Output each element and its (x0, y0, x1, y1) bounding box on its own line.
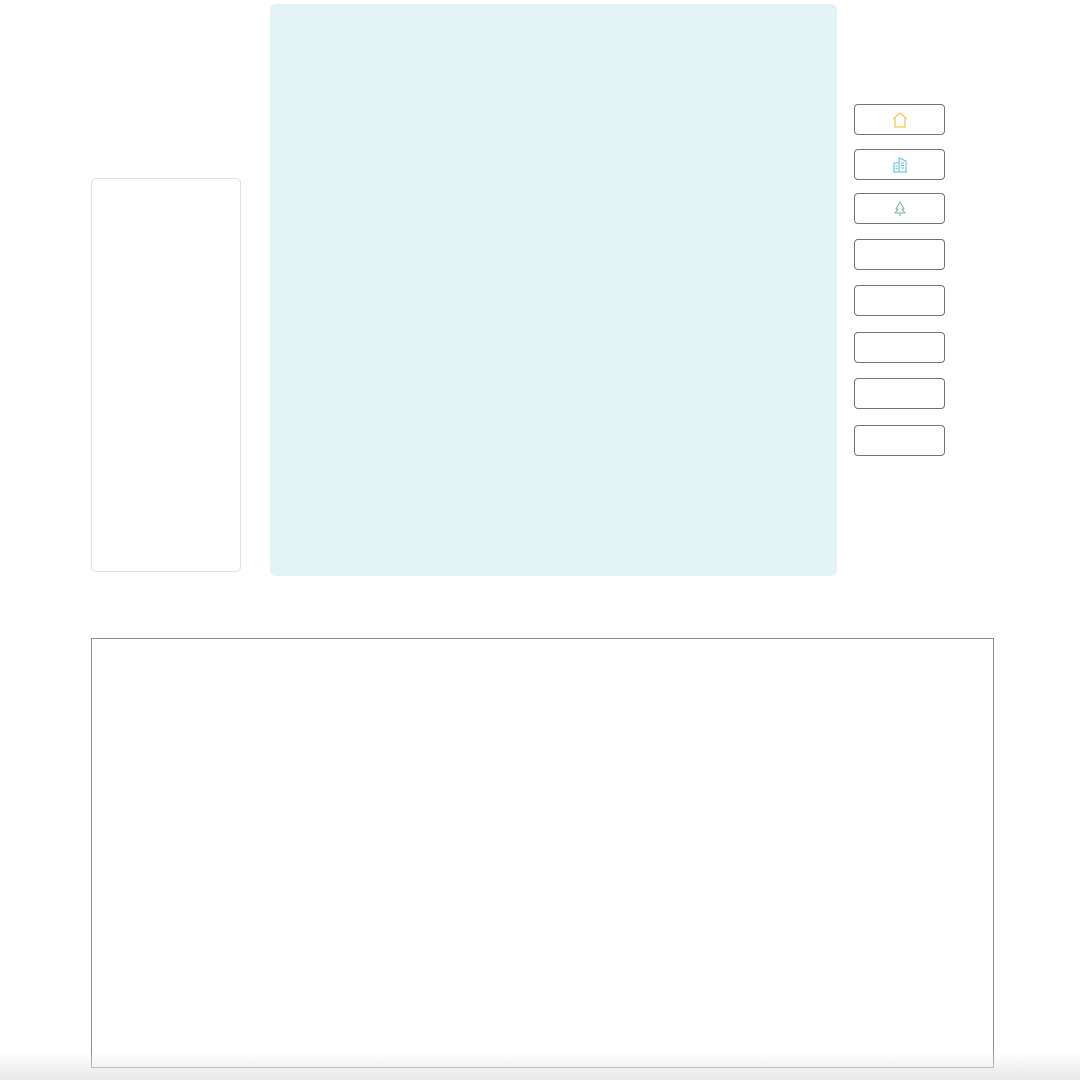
residence-tool-button[interactable] (854, 104, 945, 135)
city-stats-card (91, 178, 241, 572)
tree-icon (891, 200, 909, 218)
chart-svg (92, 639, 993, 1067)
commercial-tool-button[interactable] (854, 149, 945, 180)
park-tool-button[interactable] (854, 193, 945, 224)
grid-panel (270, 4, 837, 576)
stat-avg-carbon (106, 215, 226, 236)
bottom-fade (0, 1052, 1080, 1080)
carbon-chart (91, 638, 994, 1068)
stat-best-carbon (106, 319, 226, 340)
set-target-button[interactable] (854, 425, 945, 456)
house-icon (891, 111, 909, 129)
remove-button[interactable] (854, 239, 945, 270)
load-best-button[interactable] (854, 378, 945, 409)
reset-button[interactable] (854, 332, 945, 363)
stat-target-residence (106, 284, 226, 305)
building-icon (891, 156, 909, 174)
stat-unemployment (106, 250, 226, 271)
random-button[interactable] (854, 285, 945, 316)
